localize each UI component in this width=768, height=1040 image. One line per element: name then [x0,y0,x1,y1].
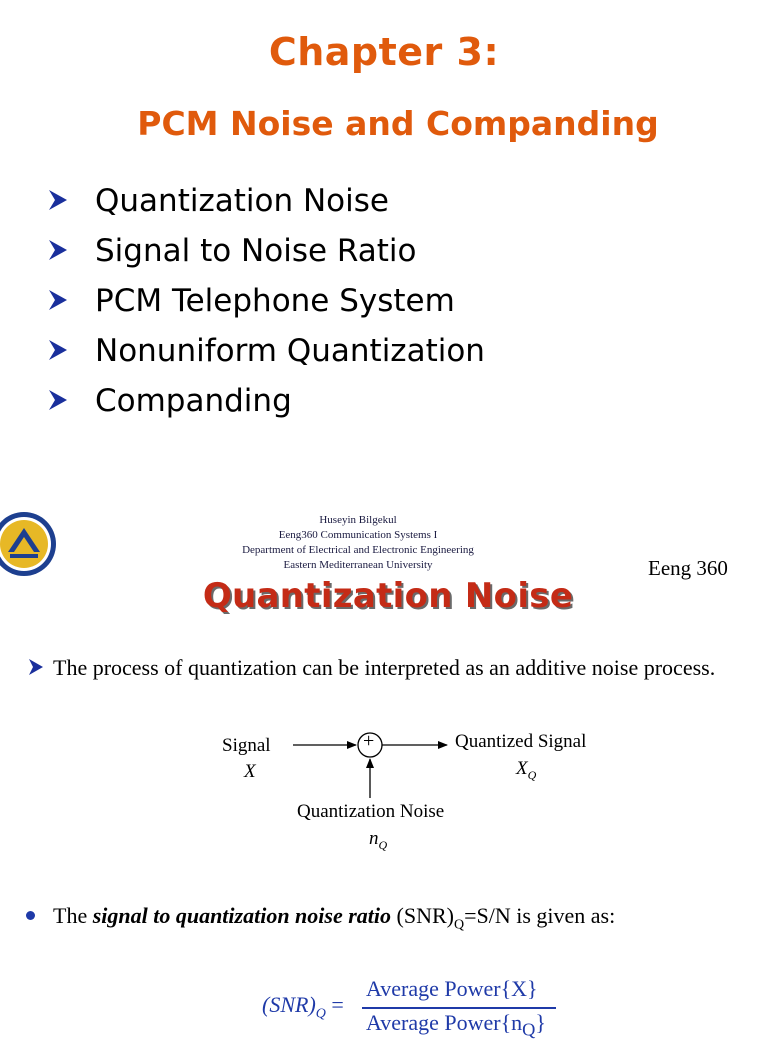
fraction-bar [362,1007,556,1009]
arrowhead-bullet-icon [48,238,68,262]
formula-denominator: Average $Power\{n_Q\}$ [366,1010,546,1040]
list-item [0,278,768,328]
adder-symbol: + [363,730,375,752]
arrowhead-bullet-icon [48,288,68,312]
university-logo-icon [0,510,66,578]
author-name: Huseyin Bilgekul [319,514,397,526]
topic-label: Quantization Noise [95,183,389,219]
topic-label: PCM Telephone System [95,283,455,319]
output-label: Quantized Signal [455,731,587,752]
snr-formula [262,974,582,1040]
list-item [0,228,768,278]
topic-label: Companding [95,383,292,419]
output-symbol: $X_Q$ [516,758,537,782]
course-code: Eeng 360 [648,556,728,580]
arrowhead-bullet-icon [28,657,44,677]
chapter-title: Chapter 3: [268,30,500,74]
chapter-subtitle: PCM Noise and Companding [137,104,659,143]
footer-info [180,513,536,573]
input-symbol: X [244,761,256,782]
list-item [0,178,768,228]
arrowhead-bullet-icon [48,388,68,412]
course-name: Eeng360 Communication Systems I [278,529,438,541]
university-name: Eastern Mediterranean University [283,559,433,571]
slide-title: Quantization Noise [202,576,574,616]
list-item [0,328,768,378]
additive-noise-diagram [0,720,768,860]
arrowhead-bullet-icon [48,188,68,212]
topic-label: Signal to Noise Ratio [95,233,417,269]
noise-symbol: $n_Q$ [369,828,388,852]
input-label: Signal [222,735,271,756]
department-name: Department of Electrical and Electronic Engineering [242,544,474,556]
topic-label: Nonuniform Quantization [95,333,485,369]
arrowhead-bullet-icon [48,338,68,362]
snr-definition: The signal to quantization noise ratio $(SNR)_Q=S/N$ is given as: [53,903,616,933]
bullet-dot-icon [26,911,35,920]
list-item [0,378,768,428]
noise-label: Quantization Noise [297,801,445,822]
formula-lhs: $(SNR)_Q$ = [262,992,344,1022]
point-text: The process of quantization can be interpreted as an additive noise process. [53,655,716,680]
formula-numerator: Average Power{X} [366,976,538,1001]
topic-list [0,178,768,428]
